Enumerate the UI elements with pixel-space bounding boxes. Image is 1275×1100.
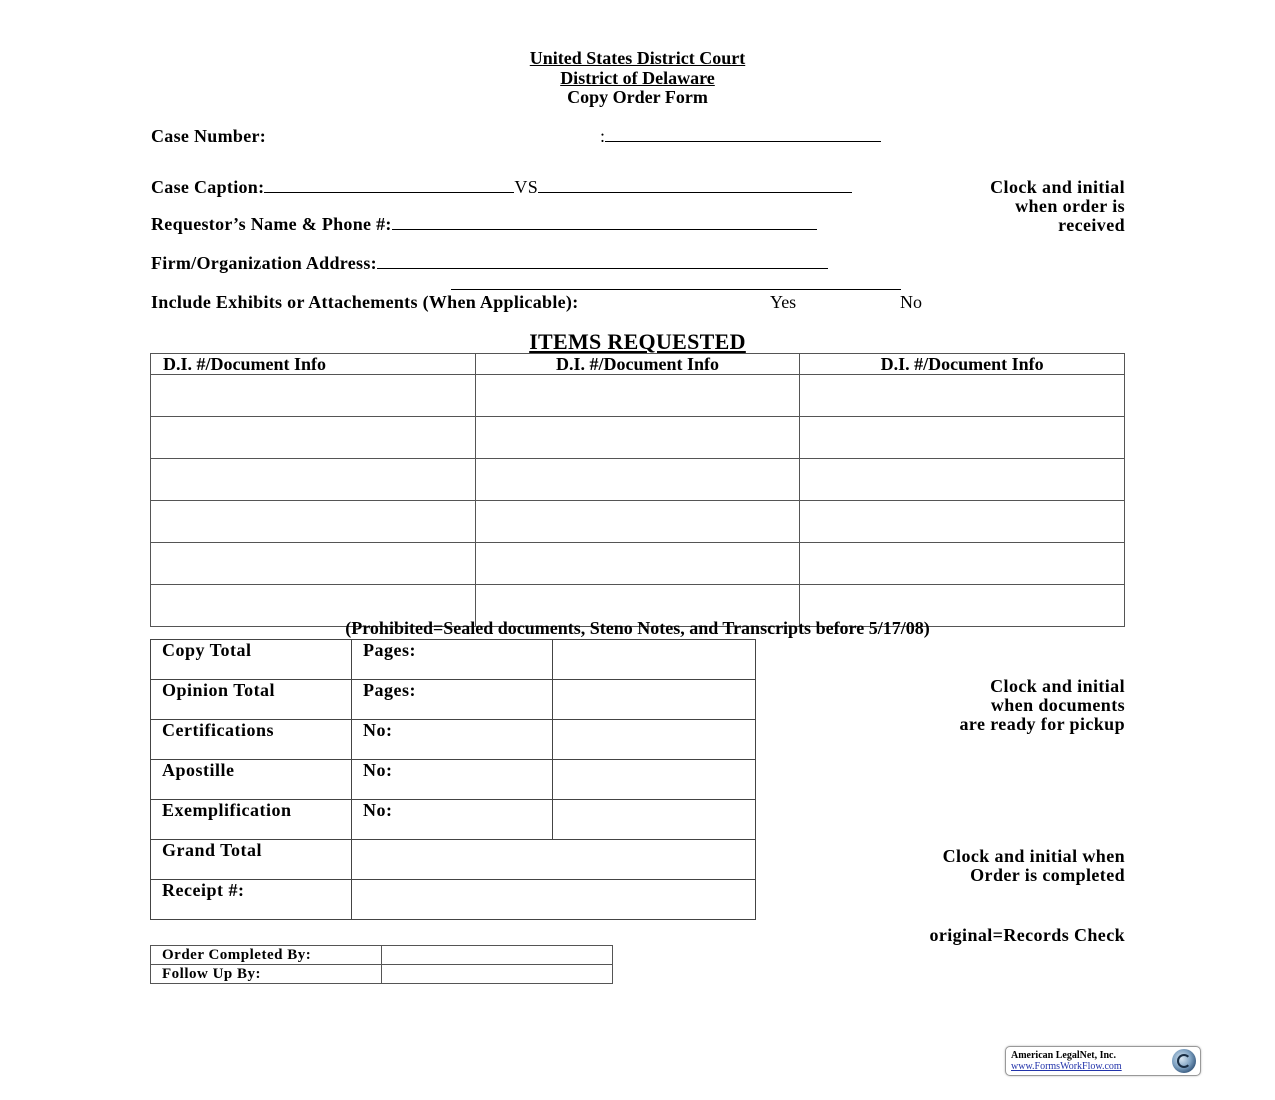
row-sublabel[interactable]: No:	[352, 720, 553, 760]
row-label: Exemplification	[151, 800, 352, 840]
row-sublabel[interactable]: No:	[352, 760, 553, 800]
requestor-label: Requestor’s Name & Phone #:	[151, 214, 392, 234]
table-row	[151, 840, 756, 880]
followup-table	[150, 945, 613, 984]
receipt-number-cell[interactable]	[352, 880, 756, 920]
case-caption-plaintiff-line[interactable]	[264, 178, 514, 193]
row-sublabel[interactable]: Pages:	[352, 680, 553, 720]
records-check-note: original=Records Check	[929, 925, 1125, 945]
case-caption-row	[151, 177, 852, 198]
prohibited-note: (Prohibited=Sealed documents, Steno Notes, and Transcripts before 5/17/08)	[345, 618, 930, 638]
american-legalnet-logo[interactable]	[1005, 1046, 1201, 1076]
table-row	[151, 880, 756, 920]
table-row	[151, 640, 756, 680]
table-row	[151, 760, 756, 800]
item-cell[interactable]	[151, 417, 476, 459]
item-cell[interactable]	[475, 417, 800, 459]
firm-address-line-1[interactable]	[377, 254, 828, 269]
row-label: Certifications	[151, 720, 352, 760]
case-caption-defendant-line[interactable]	[538, 178, 852, 193]
form-header	[0, 49, 1275, 108]
row-label: Receipt #:	[151, 880, 352, 920]
item-cell[interactable]	[800, 501, 1125, 543]
table-row	[151, 720, 756, 760]
order-received-note	[875, 178, 1125, 235]
column-header: D.I. #/Document Info	[475, 354, 800, 375]
item-cell[interactable]	[151, 375, 476, 417]
exhibits-no-option[interactable]: No	[900, 292, 922, 312]
note-line: Clock and initial	[990, 177, 1125, 197]
item-cell[interactable]	[800, 543, 1125, 585]
item-cell[interactable]	[800, 459, 1125, 501]
items-requested-table	[150, 353, 1125, 627]
table-row	[151, 965, 613, 984]
order-completed-by-label: Order Completed By:	[151, 946, 382, 965]
table-row	[151, 459, 1125, 501]
follow-up-by-label: Follow Up By:	[151, 965, 382, 984]
item-cell[interactable]	[475, 501, 800, 543]
firm-address-row	[151, 253, 828, 274]
exhibits-label: Include Exhibits or Attachements (When Applicable):	[151, 292, 579, 312]
items-requested-title: ITEMS REQUESTED	[529, 329, 746, 354]
note-line: Clock and initial	[990, 676, 1125, 696]
table-row	[151, 375, 1125, 417]
item-cell[interactable]	[800, 417, 1125, 459]
row-sublabel[interactable]: No:	[352, 800, 553, 840]
note-line: are ready for pickup	[959, 714, 1125, 734]
item-cell[interactable]	[475, 375, 800, 417]
case-number-line[interactable]	[605, 127, 881, 142]
item-cell[interactable]	[475, 543, 800, 585]
value-cell[interactable]	[553, 720, 756, 760]
logo-url-link[interactable]: www.FormsWorkFlow.com	[1011, 1061, 1122, 1072]
requestor-line[interactable]	[392, 215, 817, 230]
row-label: Opinion Total	[151, 680, 352, 720]
case-number-field[interactable]	[600, 126, 881, 147]
firm-address-label: Firm/Organization Address:	[151, 253, 377, 273]
item-cell[interactable]	[800, 375, 1125, 417]
item-cell[interactable]	[475, 459, 800, 501]
row-sublabel[interactable]: Pages:	[352, 640, 553, 680]
note-line: Order is completed	[970, 865, 1125, 885]
ready-for-pickup-note	[825, 677, 1125, 734]
form-title: Copy Order Form	[567, 87, 708, 107]
grand-total-cell[interactable]	[352, 840, 756, 880]
case-caption-vs: VS	[514, 177, 539, 197]
court-name: United States District Court	[529, 48, 746, 68]
table-row	[151, 946, 613, 965]
table-row	[151, 417, 1125, 459]
column-header: D.I. #/Document Info	[151, 354, 476, 375]
value-cell[interactable]	[553, 800, 756, 840]
case-number-label: Case Number:	[151, 126, 267, 146]
logo-company-name: American LegalNet, Inc.	[1011, 1050, 1116, 1061]
row-label: Grand Total	[151, 840, 352, 880]
case-caption-label: Case Caption:	[151, 177, 265, 197]
value-cell[interactable]	[553, 640, 756, 680]
table-row	[151, 800, 756, 840]
table-row	[151, 543, 1125, 585]
totals-table	[150, 639, 756, 920]
column-header: D.I. #/Document Info	[800, 354, 1125, 375]
follow-up-by-field[interactable]	[382, 965, 613, 984]
table-row	[151, 501, 1125, 543]
note-line: Clock and initial when	[942, 846, 1125, 866]
row-label: Apostille	[151, 760, 352, 800]
note-line: received	[1058, 215, 1125, 235]
note-line: when order is	[1015, 196, 1125, 216]
requestor-row	[151, 214, 817, 235]
value-cell[interactable]	[553, 760, 756, 800]
value-cell[interactable]	[553, 680, 756, 720]
table-row	[151, 680, 756, 720]
firm-address-line-2[interactable]	[451, 275, 901, 290]
case-number-colon: :	[600, 126, 606, 146]
globe-icon	[1172, 1049, 1196, 1073]
district-name: District of Delaware	[560, 67, 715, 88]
order-completed-by-field[interactable]	[382, 946, 613, 965]
order-completed-note	[825, 847, 1125, 885]
row-label: Copy Total	[151, 640, 352, 680]
item-cell[interactable]	[151, 543, 476, 585]
item-cell[interactable]	[151, 459, 476, 501]
exhibits-yes-option[interactable]: Yes	[770, 292, 797, 312]
item-cell[interactable]	[151, 501, 476, 543]
note-line: when documents	[990, 695, 1125, 715]
